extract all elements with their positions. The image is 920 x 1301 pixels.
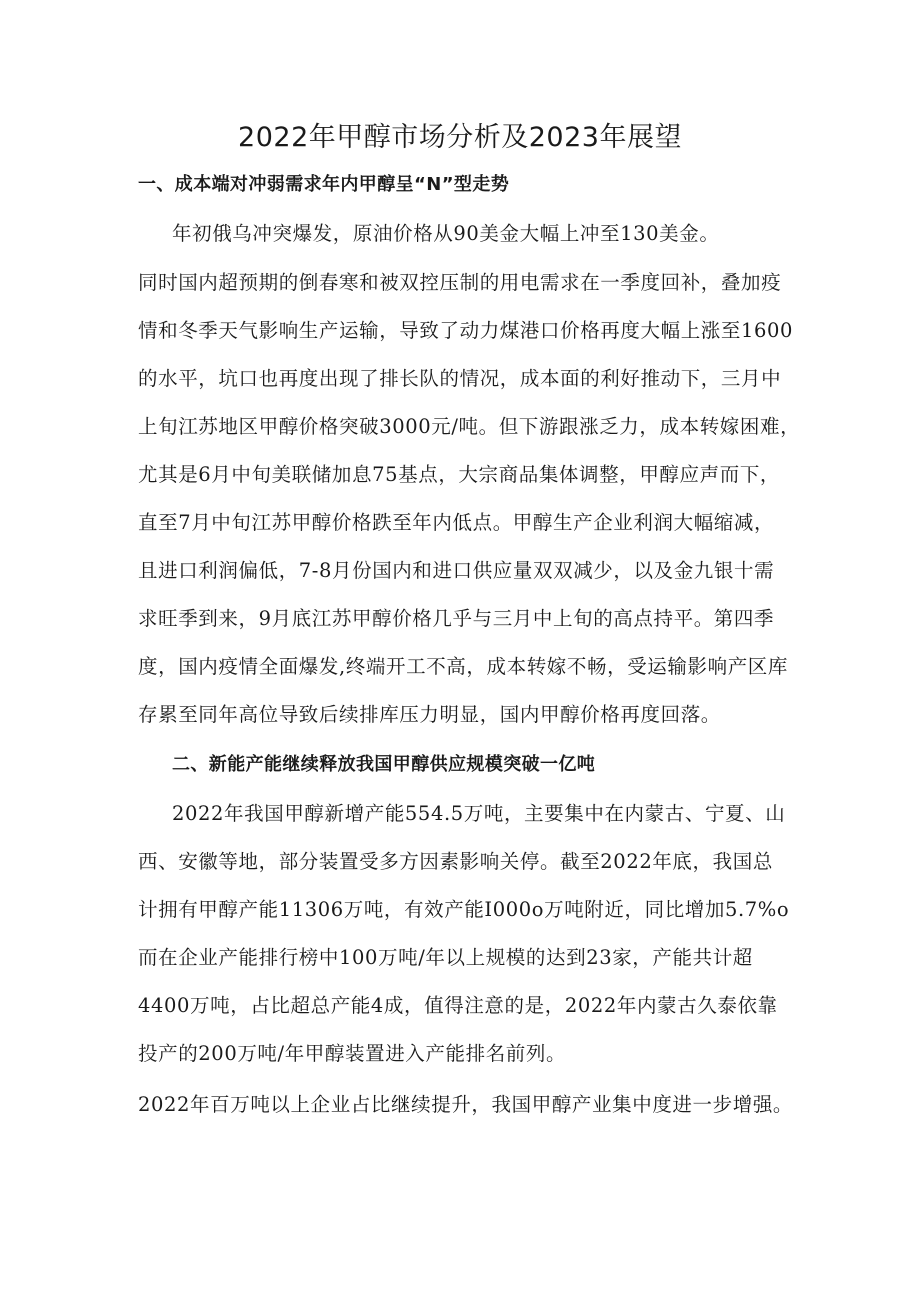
- paragraph-line: 计拥有甲醇产能11306万吨，有效产能I000o万吨附近，同比增加5.7%o: [138, 898, 790, 921]
- paragraph-line: 直至7月中旬江苏甲醇价格跌至年内低点。甲醇生产企业利润大幅缩减，: [138, 511, 775, 534]
- paragraph-line: 2022年百万吨以上企业占比继续提升，我国甲醇产业集中度进一步增强。: [138, 1093, 794, 1116]
- paragraph-line: 且进口利润偏低，7-8月份国内和进口供应量双双减少，以及金九银十需: [138, 559, 775, 582]
- paragraph-line: 投产的200万吨/年甲醇装置进入产能排名前列。: [138, 1042, 567, 1065]
- paragraph-line: 同时国内超预期的倒春寒和被双控压制的用电需求在一季度回补，叠加疫: [138, 271, 782, 294]
- paragraph-line: 上旬江苏地区甲醇价格突破3000元/吨。但下游跟涨乏力，成本转嫁困难，: [138, 415, 801, 438]
- paragraph-line: 4400万吨，占比超总产能4成，值得注意的是，2022年内蒙古久泰依靠: [138, 994, 778, 1017]
- section-heading-2: 二、新能产能继续释放我国甲醇供应规模突破一亿吨: [172, 754, 596, 775]
- paragraph-line: 2022年我国甲醇新增产能554.5万吨，主要集中在内蒙古、宁夏、山: [172, 802, 786, 825]
- paragraph-line: 年初俄乌冲突爆发，原油价格从90美金大幅上冲至130美金。: [172, 222, 720, 245]
- paragraph-line: 的水平，坑口也再度出现了排长队的情况，成本面的利好推动下，三月中: [138, 367, 782, 390]
- paragraph-line: 求旺季到来，9月底江苏甲醇价格几乎与三月中上旬的高点持平。第四季: [138, 607, 775, 630]
- paragraph-line: 西、安徽等地，部分装置受多方因素影响关停。截至2022年底，我国总: [138, 850, 773, 873]
- paragraph-line: 度，国内疫情全面爆发,终端开工不高，成本转嫁不畅，受运输影响产区库: [138, 655, 788, 678]
- paragraph-line: 情和冬季天气影响生产运输，导致了动力煤港口价格再度大幅上涨至1600: [138, 319, 794, 342]
- section-heading-1: 一、成本端对冲弱需求年内甲醇呈“N”型走势: [138, 174, 510, 195]
- paragraph-line: 而在企业产能排行榜中100万吨/年以上规模的达到23家，产能共计超: [138, 946, 753, 969]
- paragraph-line: 存累至同年高位导致后续排库压力明显，国内甲醇价格再度回落。: [138, 703, 721, 726]
- document-title: 2022年甲醇市场分析及2023年展望: [238, 122, 682, 153]
- paragraph-line: 尤其是6月中旬美联储加息75基点，大宗商品集体调整，甲醇应声而下，: [138, 463, 781, 486]
